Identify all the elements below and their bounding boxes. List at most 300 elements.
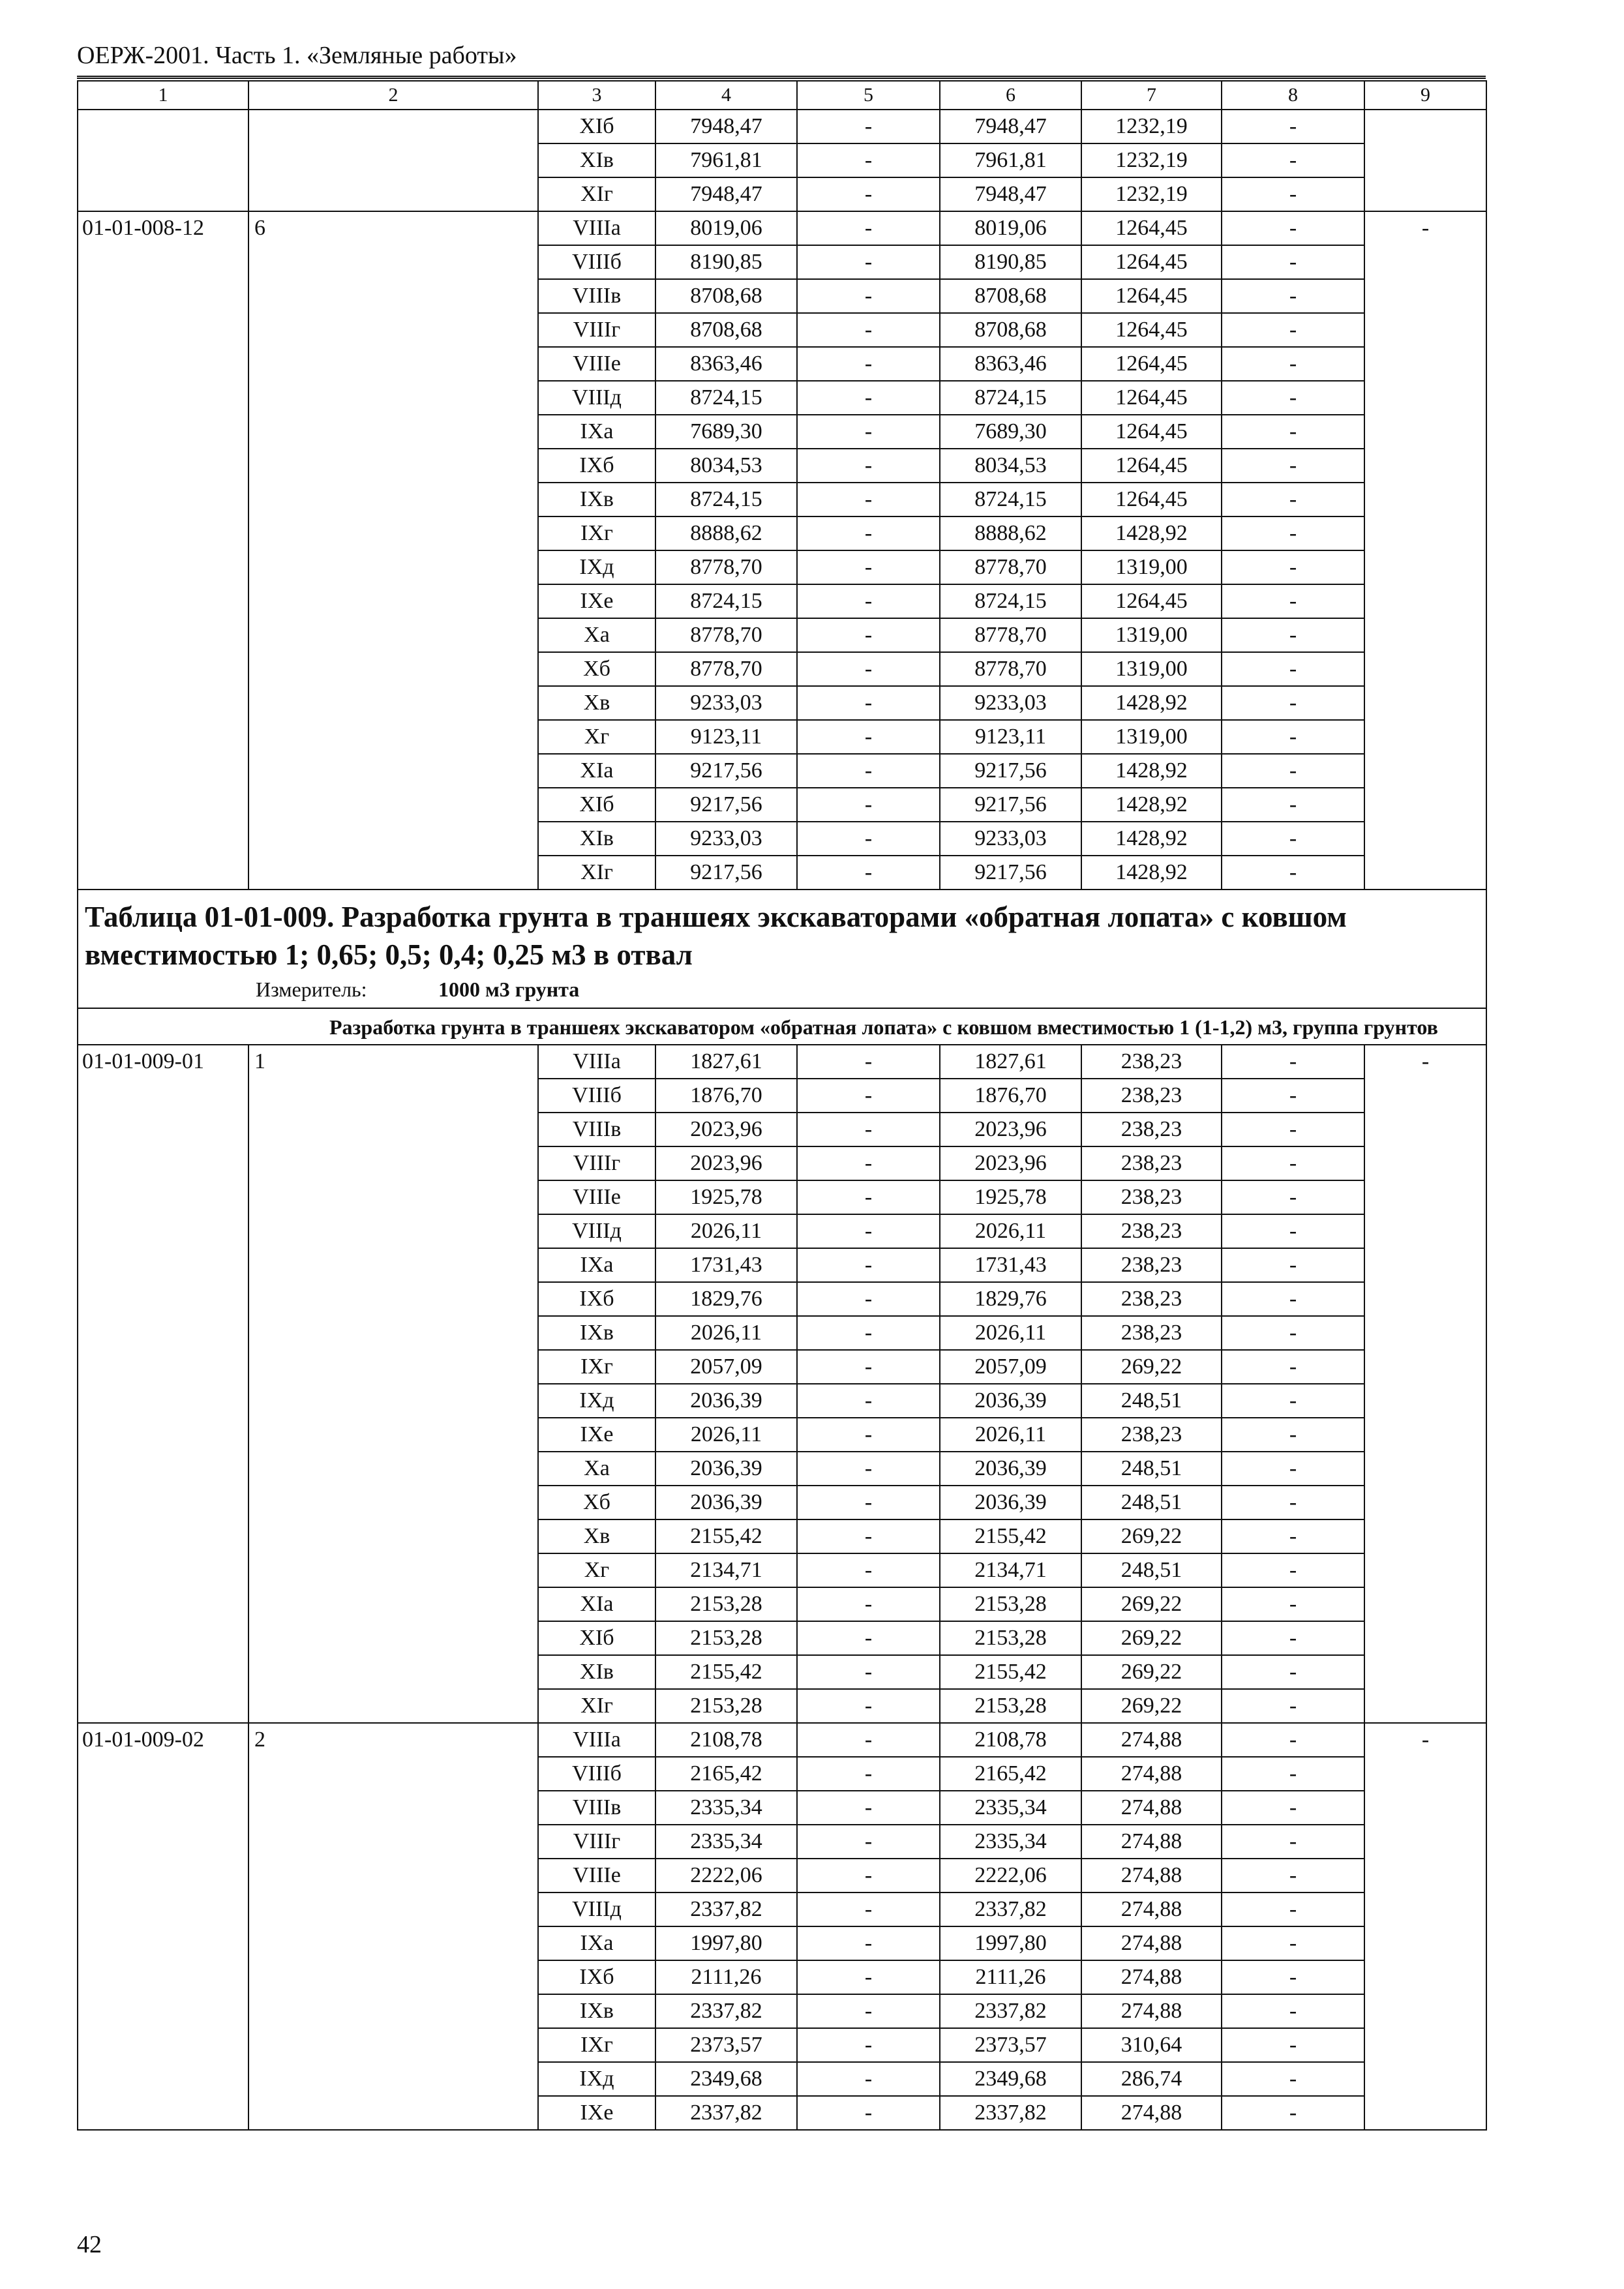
machinist-wage-cell: 238,23 <box>1081 1079 1222 1113</box>
material-cost-cell: - <box>1222 449 1364 483</box>
machinist-wage-cell: 248,51 <box>1081 1384 1222 1418</box>
total-cost-cell: 7961,81 <box>655 143 797 177</box>
soil-class-cell: Xб <box>538 1486 655 1519</box>
total-cost-cell: 8778,70 <box>655 618 797 652</box>
material-cost-cell: - <box>1222 313 1364 347</box>
machine-cost-cell: 2036,39 <box>940 1486 1081 1519</box>
soil-class-cell: IXа <box>538 415 655 449</box>
material-cost-cell: - <box>1222 584 1364 618</box>
soil-class-cell: IXе <box>538 1418 655 1452</box>
total-cost-cell: 1731,43 <box>655 1248 797 1282</box>
material-cost-cell: - <box>1222 1825 1364 1859</box>
material-cost-cell: - <box>1222 856 1364 890</box>
machinist-wage-cell: 274,88 <box>1081 1994 1222 2028</box>
column-number-cell: 9 <box>1364 81 1486 110</box>
soil-class-cell: IXб <box>538 449 655 483</box>
machine-cost-cell: 9123,11 <box>940 720 1081 754</box>
group-number-cell <box>248 110 538 211</box>
wage-cell: - <box>797 1418 940 1452</box>
machine-cost-cell: 8888,62 <box>940 516 1081 550</box>
machine-cost-cell: 1876,70 <box>940 1079 1081 1113</box>
material-cost-cell: - <box>1222 110 1364 143</box>
measure-value: 1000 м3 грунта <box>438 978 580 1001</box>
machine-cost-cell: 2153,28 <box>940 1689 1081 1723</box>
soil-class-cell: XIг <box>538 1689 655 1723</box>
machine-cost-cell: 8778,70 <box>940 652 1081 686</box>
soil-class-cell: XIв <box>538 822 655 856</box>
total-cost-cell: 1997,80 <box>655 1926 797 1960</box>
material-cost-cell: - <box>1222 1316 1364 1350</box>
total-cost-cell: 9217,56 <box>655 856 797 890</box>
machine-cost-cell: 2337,82 <box>940 1893 1081 1926</box>
machinist-wage-cell: 238,23 <box>1081 1214 1222 1248</box>
machinist-wage-cell: 274,88 <box>1081 2096 1222 2130</box>
machine-cost-cell: 2349,68 <box>940 2062 1081 2096</box>
total-cost-cell: 7948,47 <box>655 177 797 211</box>
total-cost-cell: 1827,61 <box>655 1045 797 1079</box>
machine-cost-cell: 9217,56 <box>940 754 1081 788</box>
wage-cell: - <box>797 245 940 279</box>
material-cost-cell: - <box>1222 720 1364 754</box>
total-cost-cell: 9233,03 <box>655 822 797 856</box>
machinist-wage-cell: 1264,45 <box>1081 211 1222 245</box>
wage-cell: - <box>797 1926 940 1960</box>
machinist-wage-cell: 286,74 <box>1081 2062 1222 2096</box>
column-9-cell: - <box>1364 211 1486 890</box>
total-cost-cell: 2023,96 <box>655 1113 797 1146</box>
machinist-wage-cell: 1264,45 <box>1081 245 1222 279</box>
wage-cell: - <box>797 347 940 381</box>
wage-cell: - <box>797 1282 940 1316</box>
machine-cost-cell: 2165,42 <box>940 1757 1081 1791</box>
total-cost-cell: 2036,39 <box>655 1486 797 1519</box>
soil-class-cell: XIа <box>538 754 655 788</box>
machinist-wage-cell: 274,88 <box>1081 1791 1222 1825</box>
machinist-wage-cell: 269,22 <box>1081 1655 1222 1689</box>
wage-cell: - <box>797 1180 940 1214</box>
measure-unit <box>85 976 1479 1002</box>
soil-class-cell: IXе <box>538 2096 655 2130</box>
column-9-cell: - <box>1364 1045 1486 1723</box>
total-cost-cell: 8778,70 <box>655 550 797 584</box>
wage-cell: - <box>797 584 940 618</box>
column-number-row <box>78 81 1486 110</box>
soil-class-cell: IXг <box>538 1350 655 1384</box>
machine-cost-cell: 7689,30 <box>940 415 1081 449</box>
material-cost-cell: - <box>1222 754 1364 788</box>
machinist-wage-cell: 238,23 <box>1081 1045 1222 1079</box>
soil-class-cell: IXд <box>538 550 655 584</box>
soil-class-cell: IXг <box>538 2028 655 2062</box>
material-cost-cell: - <box>1222 788 1364 822</box>
machinist-wage-cell: 238,23 <box>1081 1248 1222 1282</box>
wage-cell: - <box>797 1248 940 1282</box>
soil-class-cell: IXа <box>538 1248 655 1282</box>
wage-cell: - <box>797 1350 940 1384</box>
machine-cost-cell: 2335,34 <box>940 1791 1081 1825</box>
total-cost-cell: 2134,71 <box>655 1553 797 1587</box>
column-9-cell <box>1364 110 1486 211</box>
total-cost-cell: 2153,28 <box>655 1621 797 1655</box>
soil-class-cell: VIIIд <box>538 381 655 415</box>
machine-cost-cell: 7948,47 <box>940 110 1081 143</box>
wage-cell: - <box>797 1553 940 1587</box>
page-header: ОЕРЖ-2001. Часть 1. «Земляные работы» <box>77 40 1486 79</box>
total-cost-cell: 2036,39 <box>655 1452 797 1486</box>
machinist-wage-cell: 248,51 <box>1081 1452 1222 1486</box>
wage-cell: - <box>797 1113 940 1146</box>
machine-cost-cell: 8724,15 <box>940 381 1081 415</box>
material-cost-cell: - <box>1222 1418 1364 1452</box>
machinist-wage-cell: 1319,00 <box>1081 550 1222 584</box>
machinist-wage-cell: 274,88 <box>1081 1960 1222 1994</box>
machinist-wage-cell: 1319,00 <box>1081 720 1222 754</box>
wage-cell: - <box>797 1146 940 1180</box>
section-subtitle-row <box>78 1008 1486 1045</box>
soil-class-cell: VIIIб <box>538 245 655 279</box>
soil-class-cell: IXг <box>538 516 655 550</box>
column-number-cell: 7 <box>1081 81 1222 110</box>
soil-class-cell: Xг <box>538 1553 655 1587</box>
soil-class-cell: VIIIа <box>538 1723 655 1757</box>
machine-cost-cell: 2337,82 <box>940 1994 1081 2028</box>
material-cost-cell: - <box>1222 1553 1364 1587</box>
soil-class-cell: VIIIб <box>538 1757 655 1791</box>
material-cost-cell: - <box>1222 1791 1364 1825</box>
wage-cell: - <box>797 1519 940 1553</box>
soil-class-cell: XIг <box>538 177 655 211</box>
rate-code-cell: 01-01-008-12 <box>78 211 248 890</box>
machine-cost-cell: 9217,56 <box>940 788 1081 822</box>
material-cost-cell: - <box>1222 1180 1364 1214</box>
machine-cost-cell: 2222,06 <box>940 1859 1081 1893</box>
soil-class-cell: VIIIг <box>538 1825 655 1859</box>
soil-class-cell: XIа <box>538 1587 655 1621</box>
wage-cell: - <box>797 143 940 177</box>
machine-cost-cell: 8363,46 <box>940 347 1081 381</box>
wage-cell: - <box>797 1689 940 1723</box>
wage-cell: - <box>797 1045 940 1079</box>
machinist-wage-cell: 238,23 <box>1081 1146 1222 1180</box>
soil-class-cell: VIIIг <box>538 313 655 347</box>
material-cost-cell: - <box>1222 1248 1364 1282</box>
machinist-wage-cell: 1319,00 <box>1081 652 1222 686</box>
material-cost-cell: - <box>1222 1384 1364 1418</box>
table-row <box>78 1045 1486 1079</box>
machine-cost-cell: 8019,06 <box>940 211 1081 245</box>
column-number-cell: 3 <box>538 81 655 110</box>
machine-cost-cell: 2134,71 <box>940 1553 1081 1587</box>
machine-cost-cell: 2036,39 <box>940 1384 1081 1418</box>
machine-cost-cell: 2026,11 <box>940 1418 1081 1452</box>
machinist-wage-cell: 238,23 <box>1081 1418 1222 1452</box>
soil-class-cell: XIб <box>538 1621 655 1655</box>
material-cost-cell: - <box>1222 1214 1364 1248</box>
soil-class-cell: VIIIб <box>538 1079 655 1113</box>
wage-cell: - <box>797 1893 940 1926</box>
machine-cost-cell: 8724,15 <box>940 584 1081 618</box>
material-cost-cell: - <box>1222 1757 1364 1791</box>
wage-cell: - <box>797 550 940 584</box>
material-cost-cell: - <box>1222 143 1364 177</box>
machinist-wage-cell: 274,88 <box>1081 1926 1222 1960</box>
material-cost-cell: - <box>1222 177 1364 211</box>
machinist-wage-cell: 1264,45 <box>1081 483 1222 516</box>
total-cost-cell: 8778,70 <box>655 652 797 686</box>
soil-class-cell: VIIIд <box>538 1214 655 1248</box>
column-number-cell: 5 <box>797 81 940 110</box>
soil-class-cell: XIб <box>538 788 655 822</box>
wage-cell: - <box>797 618 940 652</box>
material-cost-cell: - <box>1222 2028 1364 2062</box>
total-cost-cell: 2026,11 <box>655 1316 797 1350</box>
material-cost-cell: - <box>1222 1621 1364 1655</box>
total-cost-cell: 1876,70 <box>655 1079 797 1113</box>
machinist-wage-cell: 1428,92 <box>1081 822 1222 856</box>
machine-cost-cell: 2108,78 <box>940 1723 1081 1757</box>
group-number-cell: 2 <box>248 1723 538 2130</box>
total-cost-cell: 9123,11 <box>655 720 797 754</box>
group-number-cell: 1 <box>248 1045 538 1723</box>
column-9-cell: - <box>1364 1723 1486 2130</box>
total-cost-cell: 2337,82 <box>655 1994 797 2028</box>
total-cost-cell: 2373,57 <box>655 2028 797 2062</box>
wage-cell: - <box>797 279 940 313</box>
total-cost-cell: 2036,39 <box>655 1384 797 1418</box>
material-cost-cell: - <box>1222 483 1364 516</box>
material-cost-cell: - <box>1222 1146 1364 1180</box>
wage-cell: - <box>797 788 940 822</box>
wage-cell: - <box>797 516 940 550</box>
total-cost-cell: 2335,34 <box>655 1791 797 1825</box>
price-table <box>77 80 1487 2131</box>
section-subtitle: Разработка грунта в траншеях экскаватором «обратная лопата» с ковшом вместимостью 1 (1-1,2) м3, группа грунтов <box>78 1008 1486 1045</box>
wage-cell: - <box>797 1316 940 1350</box>
material-cost-cell: - <box>1222 381 1364 415</box>
wage-cell: - <box>797 1723 940 1757</box>
total-cost-cell: 2165,42 <box>655 1757 797 1791</box>
machine-cost-cell: 8708,68 <box>940 279 1081 313</box>
machinist-wage-cell: 1428,92 <box>1081 856 1222 890</box>
machine-cost-cell: 2155,42 <box>940 1655 1081 1689</box>
machine-cost-cell: 8724,15 <box>940 483 1081 516</box>
wage-cell: - <box>797 2062 940 2096</box>
wage-cell: - <box>797 483 940 516</box>
soil-class-cell: XIб <box>538 110 655 143</box>
soil-class-cell: Xв <box>538 1519 655 1553</box>
total-cost-cell: 8190,85 <box>655 245 797 279</box>
total-cost-cell: 2222,06 <box>655 1859 797 1893</box>
rate-code-cell <box>78 110 248 211</box>
total-cost-cell: 8888,62 <box>655 516 797 550</box>
material-cost-cell: - <box>1222 1655 1364 1689</box>
material-cost-cell: - <box>1222 1282 1364 1316</box>
column-number-cell: 4 <box>655 81 797 110</box>
table-row <box>78 211 1486 245</box>
machinist-wage-cell: 274,88 <box>1081 1825 1222 1859</box>
soil-class-cell: VIIIв <box>538 1791 655 1825</box>
wage-cell: - <box>797 1486 940 1519</box>
material-cost-cell: - <box>1222 2062 1364 2096</box>
wage-cell: - <box>797 1621 940 1655</box>
wage-cell: - <box>797 1655 940 1689</box>
machine-cost-cell: 2026,11 <box>940 1214 1081 1248</box>
total-cost-cell: 9217,56 <box>655 788 797 822</box>
rate-code-cell: 01-01-009-02 <box>78 1723 248 2130</box>
machinist-wage-cell: 1428,92 <box>1081 686 1222 720</box>
soil-class-cell: XIв <box>538 143 655 177</box>
total-cost-cell: 2337,82 <box>655 1893 797 1926</box>
material-cost-cell: - <box>1222 686 1364 720</box>
machinist-wage-cell: 1264,45 <box>1081 449 1222 483</box>
soil-class-cell: VIIIг <box>538 1146 655 1180</box>
soil-class-cell: VIIIе <box>538 1859 655 1893</box>
wage-cell: - <box>797 1587 940 1621</box>
machinist-wage-cell: 269,22 <box>1081 1587 1222 1621</box>
machinist-wage-cell: 1264,45 <box>1081 415 1222 449</box>
machine-cost-cell: 2373,57 <box>940 2028 1081 2062</box>
material-cost-cell: - <box>1222 211 1364 245</box>
measure-label: Измеритель: <box>256 978 367 1001</box>
material-cost-cell: - <box>1222 1452 1364 1486</box>
wage-cell: - <box>797 1384 940 1418</box>
total-cost-cell: 8724,15 <box>655 483 797 516</box>
material-cost-cell: - <box>1222 618 1364 652</box>
machine-cost-cell: 7961,81 <box>940 143 1081 177</box>
total-cost-cell: 2026,11 <box>655 1418 797 1452</box>
machinist-wage-cell: 269,22 <box>1081 1689 1222 1723</box>
group-number-cell: 6 <box>248 211 538 890</box>
total-cost-cell: 7689,30 <box>655 415 797 449</box>
wage-cell: - <box>797 381 940 415</box>
wage-cell: - <box>797 2028 940 2062</box>
total-cost-cell: 8034,53 <box>655 449 797 483</box>
material-cost-cell: - <box>1222 1994 1364 2028</box>
machinist-wage-cell: 274,88 <box>1081 1757 1222 1791</box>
machinist-wage-cell: 274,88 <box>1081 1723 1222 1757</box>
machinist-wage-cell: 1319,00 <box>1081 618 1222 652</box>
machine-cost-cell: 8708,68 <box>940 313 1081 347</box>
wage-cell: - <box>797 754 940 788</box>
machine-cost-cell: 1997,80 <box>940 1926 1081 1960</box>
material-cost-cell: - <box>1222 1079 1364 1113</box>
machine-cost-cell: 2036,39 <box>940 1452 1081 1486</box>
material-cost-cell: - <box>1222 1960 1364 1994</box>
column-number-cell: 1 <box>78 81 248 110</box>
material-cost-cell: - <box>1222 347 1364 381</box>
soil-class-cell: IXв <box>538 1316 655 1350</box>
material-cost-cell: - <box>1222 1893 1364 1926</box>
soil-class-cell: Xг <box>538 720 655 754</box>
machinist-wage-cell: 1264,45 <box>1081 584 1222 618</box>
machine-cost-cell: 8778,70 <box>940 618 1081 652</box>
material-cost-cell: - <box>1222 1350 1364 1384</box>
machine-cost-cell: 8034,53 <box>940 449 1081 483</box>
soil-class-cell: IXд <box>538 2062 655 2096</box>
material-cost-cell: - <box>1222 2096 1364 2130</box>
material-cost-cell: - <box>1222 1113 1364 1146</box>
machine-cost-cell: 2335,34 <box>940 1825 1081 1859</box>
material-cost-cell: - <box>1222 822 1364 856</box>
soil-class-cell: VIIIе <box>538 1180 655 1214</box>
column-number-cell: 8 <box>1222 81 1364 110</box>
rate-code-cell: 01-01-009-01 <box>78 1045 248 1723</box>
total-cost-cell: 8708,68 <box>655 313 797 347</box>
material-cost-cell: - <box>1222 1045 1364 1079</box>
table-row <box>78 1723 1486 1757</box>
soil-class-cell: Xб <box>538 652 655 686</box>
wage-cell: - <box>797 110 940 143</box>
soil-class-cell: VIIIа <box>538 211 655 245</box>
total-cost-cell: 2026,11 <box>655 1214 797 1248</box>
machinist-wage-cell: 1232,19 <box>1081 177 1222 211</box>
machinist-wage-cell: 248,51 <box>1081 1486 1222 1519</box>
machine-cost-cell: 2023,96 <box>940 1113 1081 1146</box>
total-cost-cell: 2337,82 <box>655 2096 797 2130</box>
wage-cell: - <box>797 1859 940 1893</box>
total-cost-cell: 2153,28 <box>655 1689 797 1723</box>
machine-cost-cell: 1925,78 <box>940 1180 1081 1214</box>
total-cost-cell: 9217,56 <box>655 754 797 788</box>
wage-cell: - <box>797 449 940 483</box>
column-number-cell: 6 <box>940 81 1081 110</box>
machine-cost-cell: 1731,43 <box>940 1248 1081 1282</box>
column-number-cell: 2 <box>248 81 538 110</box>
wage-cell: - <box>797 177 940 211</box>
machinist-wage-cell: 310,64 <box>1081 2028 1222 2062</box>
machinist-wage-cell: 1428,92 <box>1081 516 1222 550</box>
soil-class-cell: Xа <box>538 618 655 652</box>
soil-class-cell: IXв <box>538 1994 655 2028</box>
machinist-wage-cell: 248,51 <box>1081 1553 1222 1587</box>
soil-class-cell: IXв <box>538 483 655 516</box>
total-cost-cell: 2023,96 <box>655 1146 797 1180</box>
wage-cell: - <box>797 822 940 856</box>
soil-class-cell: XIг <box>538 856 655 890</box>
machine-cost-cell: 9217,56 <box>940 856 1081 890</box>
machinist-wage-cell: 269,22 <box>1081 1350 1222 1384</box>
table-title-cell <box>78 890 1486 1008</box>
wage-cell: - <box>797 1079 940 1113</box>
table-title-row <box>78 890 1486 1008</box>
machinist-wage-cell: 1428,92 <box>1081 788 1222 822</box>
wage-cell: - <box>797 1452 940 1486</box>
machinist-wage-cell: 238,23 <box>1081 1180 1222 1214</box>
machinist-wage-cell: 238,23 <box>1081 1316 1222 1350</box>
machine-cost-cell: 7948,47 <box>940 177 1081 211</box>
total-cost-cell: 8724,15 <box>655 381 797 415</box>
machine-cost-cell: 9233,03 <box>940 822 1081 856</box>
machinist-wage-cell: 1428,92 <box>1081 754 1222 788</box>
material-cost-cell: - <box>1222 1486 1364 1519</box>
table-title: Таблица 01-01-009. Разработка грунта в траншеях экскаваторами «обратная лопата» с ковшом вместимостью 1; 0,65; 0,5; 0,4; 0,25 м3 в отвал <box>85 901 1347 971</box>
material-cost-cell: - <box>1222 516 1364 550</box>
wage-cell: - <box>797 1960 940 1994</box>
wage-cell: - <box>797 652 940 686</box>
total-cost-cell: 1829,76 <box>655 1282 797 1316</box>
wage-cell: - <box>797 856 940 890</box>
machinist-wage-cell: 1264,45 <box>1081 381 1222 415</box>
machine-cost-cell: 2057,09 <box>940 1350 1081 1384</box>
total-cost-cell: 2108,78 <box>655 1723 797 1757</box>
soil-class-cell: IXб <box>538 1282 655 1316</box>
machine-cost-cell: 2337,82 <box>940 2096 1081 2130</box>
wage-cell: - <box>797 1791 940 1825</box>
machine-cost-cell: 8190,85 <box>940 245 1081 279</box>
machine-cost-cell: 1829,76 <box>940 1282 1081 1316</box>
material-cost-cell: - <box>1222 652 1364 686</box>
material-cost-cell: - <box>1222 550 1364 584</box>
